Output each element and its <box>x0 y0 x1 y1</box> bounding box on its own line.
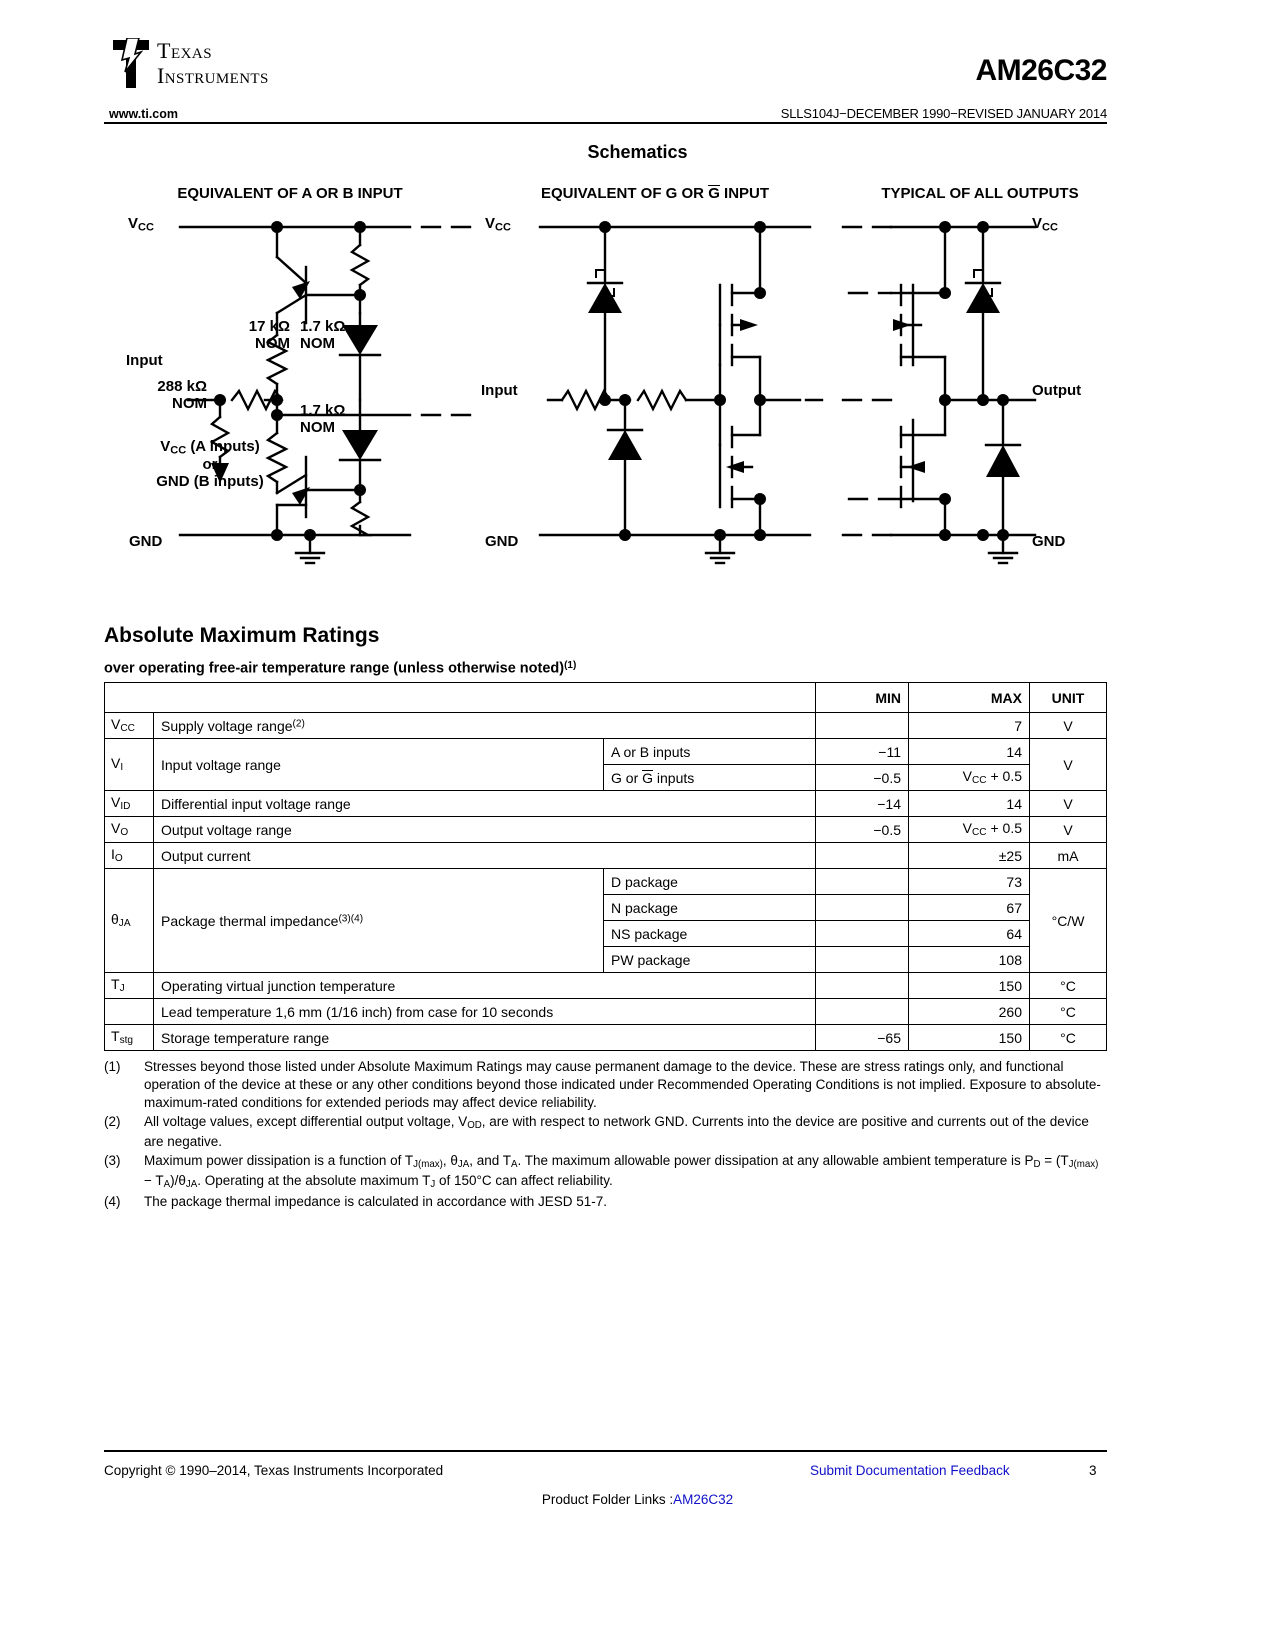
footnote-2-text: All voltage values, except differential output voltage, $V_{OD}$, are with respect to network GND. Currents into the device are positive and currents out of the device are negative. <box>144 1113 1089 1149</box>
schematic-3-output-label: Output <box>1032 382 1082 399</box>
table-row <box>105 739 1107 765</box>
footnote-4 <box>104 1193 1107 1211</box>
row-min: −0.5 <box>816 817 909 843</box>
section-subtitle-text: over operating free-air temperature range (unless otherwise noted) <box>104 660 565 677</box>
row-description: Supply voltage range$^{(2)}$ <box>154 713 816 739</box>
row-description: Input voltage range <box>154 739 604 791</box>
schematic-1-heading: EQUIVALENT OF A OR B INPUT <box>177 185 403 202</box>
footnote-3 <box>104 1152 1107 1192</box>
ti-wordmark <box>157 38 269 88</box>
schematic-3-gnd-label: GND <box>1032 533 1066 550</box>
row-max: 150 <box>909 1025 1030 1051</box>
footnote-1-text: Stresses beyond those listed under Absolute Maximum Ratings may cause permanent damage to the device. These are stress ratings only, and functional operation of the device at these or any other conditions beyond those indicated under Recommended Operating Conditions is not implied. Exposure to absolute-maximum-rated conditions for extended periods may affect device reliability. <box>144 1059 1101 1110</box>
table-row <box>105 791 1107 817</box>
row-description: Package thermal impedance$^{(3)(4)}$ <box>154 869 604 973</box>
row-min: −65 <box>816 1025 909 1051</box>
row-description: Output current <box>154 843 816 869</box>
row-min <box>816 869 909 895</box>
schematic-1-r288k-label: 288 kΩ NOM <box>157 378 207 412</box>
table-row <box>105 1025 1107 1051</box>
page-header <box>104 32 1107 122</box>
schematic-2-gnd-label: GND <box>485 533 519 550</box>
product-folder-label: Product Folder Links : <box>541 1492 674 1507</box>
table-row <box>105 843 1107 869</box>
row-max: 150 <box>909 973 1030 999</box>
row-min <box>816 843 909 869</box>
schematics-title: Schematics <box>587 142 688 162</box>
section-subtitle <box>104 660 576 677</box>
row-max: 260 <box>909 999 1030 1025</box>
ti-website-url[interactable]: www.ti.com <box>109 107 178 121</box>
row-unit: °C <box>1030 973 1107 999</box>
row-symbol <box>105 999 154 1025</box>
schematic-2-vcc-label: $V_{CC}$ <box>485 215 511 234</box>
table-row <box>105 973 1107 999</box>
row-unit: mA <box>1030 843 1107 869</box>
footnote-2 <box>104 1113 1107 1151</box>
row-unit: °C <box>1030 1025 1107 1051</box>
table-row <box>105 817 1107 843</box>
row-description: Output voltage range <box>154 817 816 843</box>
row-max: ±25 <box>909 843 1030 869</box>
table-header-row <box>105 683 1107 713</box>
schematic-3-vcc-label: $V_{CC}$ <box>1032 215 1058 234</box>
row-unit: V <box>1030 817 1107 843</box>
product-folder-link[interactable]: AM26C32 <box>673 1492 734 1507</box>
footnote-1 <box>104 1058 1107 1112</box>
row-symbol: $V_I$ <box>105 739 154 791</box>
copyright-notice: Copyright © 1990–2014, Texas Instruments Incorporated <box>104 1463 444 1478</box>
footnote-4-text: The package thermal impedance is calculated in accordance with JESD 51-7. <box>144 1193 607 1209</box>
row-description: Operating virtual junction temperature <box>154 973 816 999</box>
row-min <box>816 973 909 999</box>
nmos-arrow-bottom <box>726 461 744 473</box>
row-condition: NS package <box>604 921 816 947</box>
schematic-2-heading-post: INPUT <box>719 185 770 202</box>
row-unit: V <box>1030 739 1107 791</box>
schematic-g-input <box>470 205 840 580</box>
schematic-2-input-label: Input <box>481 382 518 399</box>
pmos-arrow-top <box>740 319 758 331</box>
row-symbol: $V_{ID}$ <box>105 791 154 817</box>
row-max: 67 <box>909 895 1030 921</box>
absolute-maximum-ratings-table <box>104 682 1107 1051</box>
schematic-1-input-label: Input <box>126 352 163 369</box>
product-folder-links <box>0 1492 1275 1507</box>
row-min: −11 <box>816 739 909 765</box>
row-max: 7 <box>909 713 1030 739</box>
document-id: SLLS104J−DECEMBER 1990−REVISED JANUARY 2014 <box>780 106 1107 121</box>
row-condition: D package <box>604 869 816 895</box>
schematic-1-r17k-bottom-label: 1.7 kΩ NOM <box>300 402 346 436</box>
footnote-4-number: (4) <box>104 1193 121 1209</box>
row-min <box>816 713 909 739</box>
row-description: Differential input voltage range <box>154 791 816 817</box>
row-symbol: $T_{stg}$ <box>105 1025 154 1051</box>
row-condition: G or G inputs <box>604 765 816 791</box>
schematic-1-gnd-label: GND <box>129 533 163 550</box>
row-condition: N package <box>604 895 816 921</box>
row-description: Storage temperature range <box>154 1025 816 1051</box>
section-subtitle-footnote-ref: (1) <box>564 660 577 671</box>
row-unit: °C <box>1030 999 1107 1025</box>
page-number: 3 <box>1089 1463 1097 1478</box>
g-bar-text: G <box>642 769 654 786</box>
footnote-1-number: (1) <box>104 1059 121 1074</box>
row-condition: PW package <box>604 947 816 973</box>
row-max: 108 <box>909 947 1030 973</box>
row-symbol: $T_J$ <box>105 973 154 999</box>
row-max: 14 <box>909 791 1030 817</box>
table-header-max: MAX <box>909 683 1030 713</box>
row-min <box>816 999 909 1025</box>
schematic-1-r17k-label: 17 kΩ NOM <box>248 318 290 352</box>
footnote-3-text: Maximum power dissipation is a function of $T_{J(max)}$, $\theta_{JA}$, and $T_A$. The maximum allowable power dissipation at any allowable ambient temperature is $P_D = (T_{J(max)} - T_A)/\theta_{JA}$. Operating at the absolute maximum $T_J$ of 150°C can affect reliability. <box>144 1152 1099 1191</box>
row-description: Lead temperature 1,6 mm (1/16 inch) from case for 10 seconds <box>154 999 816 1025</box>
row-max: 64 <box>909 921 1030 947</box>
schematic-1-r17k-top-label: 1.7 kΩ NOM <box>300 318 346 352</box>
footnote-2-number: (2) <box>104 1113 121 1129</box>
part-number: AM26C32 <box>975 54 1107 87</box>
row-unit: °C/W <box>1030 869 1107 973</box>
row-symbol: $I_O$ <box>105 843 154 869</box>
nmos-arrow-bottom <box>907 461 925 473</box>
header-divider <box>104 122 1107 124</box>
ti-wordmark-line1: Texas <box>157 38 213 63</box>
row-min <box>816 921 909 947</box>
transistor-emitter-arrow-top <box>292 281 310 299</box>
row-symbol: $V_{CC}$ <box>105 713 154 739</box>
table-header-min: MIN <box>816 683 909 713</box>
submit-documentation-feedback-link[interactable]: Submit Documentation Feedback <box>810 1463 1010 1478</box>
row-symbol: $\theta_{JA}$ <box>105 869 154 973</box>
schematic-3-heading: TYPICAL OF ALL OUTPUTS <box>881 185 1079 202</box>
ti-logo <box>109 36 319 92</box>
footer-divider <box>104 1450 1107 1452</box>
table-header-blank <box>105 683 816 713</box>
schematic-2-heading-pre: EQUIVALENT OF G OR <box>540 185 709 202</box>
page-title: Absolute Maximum Ratings <box>104 624 380 647</box>
ti-logo-icon <box>109 38 153 90</box>
row-min: −14 <box>816 791 909 817</box>
schematic-2-heading <box>475 185 835 202</box>
row-unit: V <box>1030 791 1107 817</box>
row-min <box>816 947 909 973</box>
row-max: 14 <box>909 739 1030 765</box>
row-min <box>816 895 909 921</box>
schematic-2-heading-gbar: G <box>708 185 720 202</box>
footnotes-list <box>104 1058 1107 1212</box>
row-symbol: $V_O$ <box>105 817 154 843</box>
row-min: −0.5 <box>816 765 909 791</box>
footnote-3-number: (3) <box>104 1152 121 1168</box>
schematic-1-vcc-label: $V_{CC}$ <box>128 215 154 234</box>
row-max: $V_{CC} + 0.5$ <box>909 765 1030 791</box>
ti-wordmark-line2: Instruments <box>157 63 269 88</box>
table-row <box>105 869 1107 895</box>
table-header-unit: UNIT <box>1030 683 1107 713</box>
row-condition: A or B inputs <box>604 739 816 765</box>
transistor-emitter-arrow-bottom <box>292 487 310 505</box>
row-unit: V <box>1030 713 1107 739</box>
table-row <box>105 999 1107 1025</box>
row-max: $V_{CC} + 0.5$ <box>909 817 1030 843</box>
table-row <box>105 713 1107 739</box>
row-max: 73 <box>909 869 1030 895</box>
schematic-1-input-note: $V_{CC}$ (A inputs) or GND (B inputs) <box>156 438 264 491</box>
